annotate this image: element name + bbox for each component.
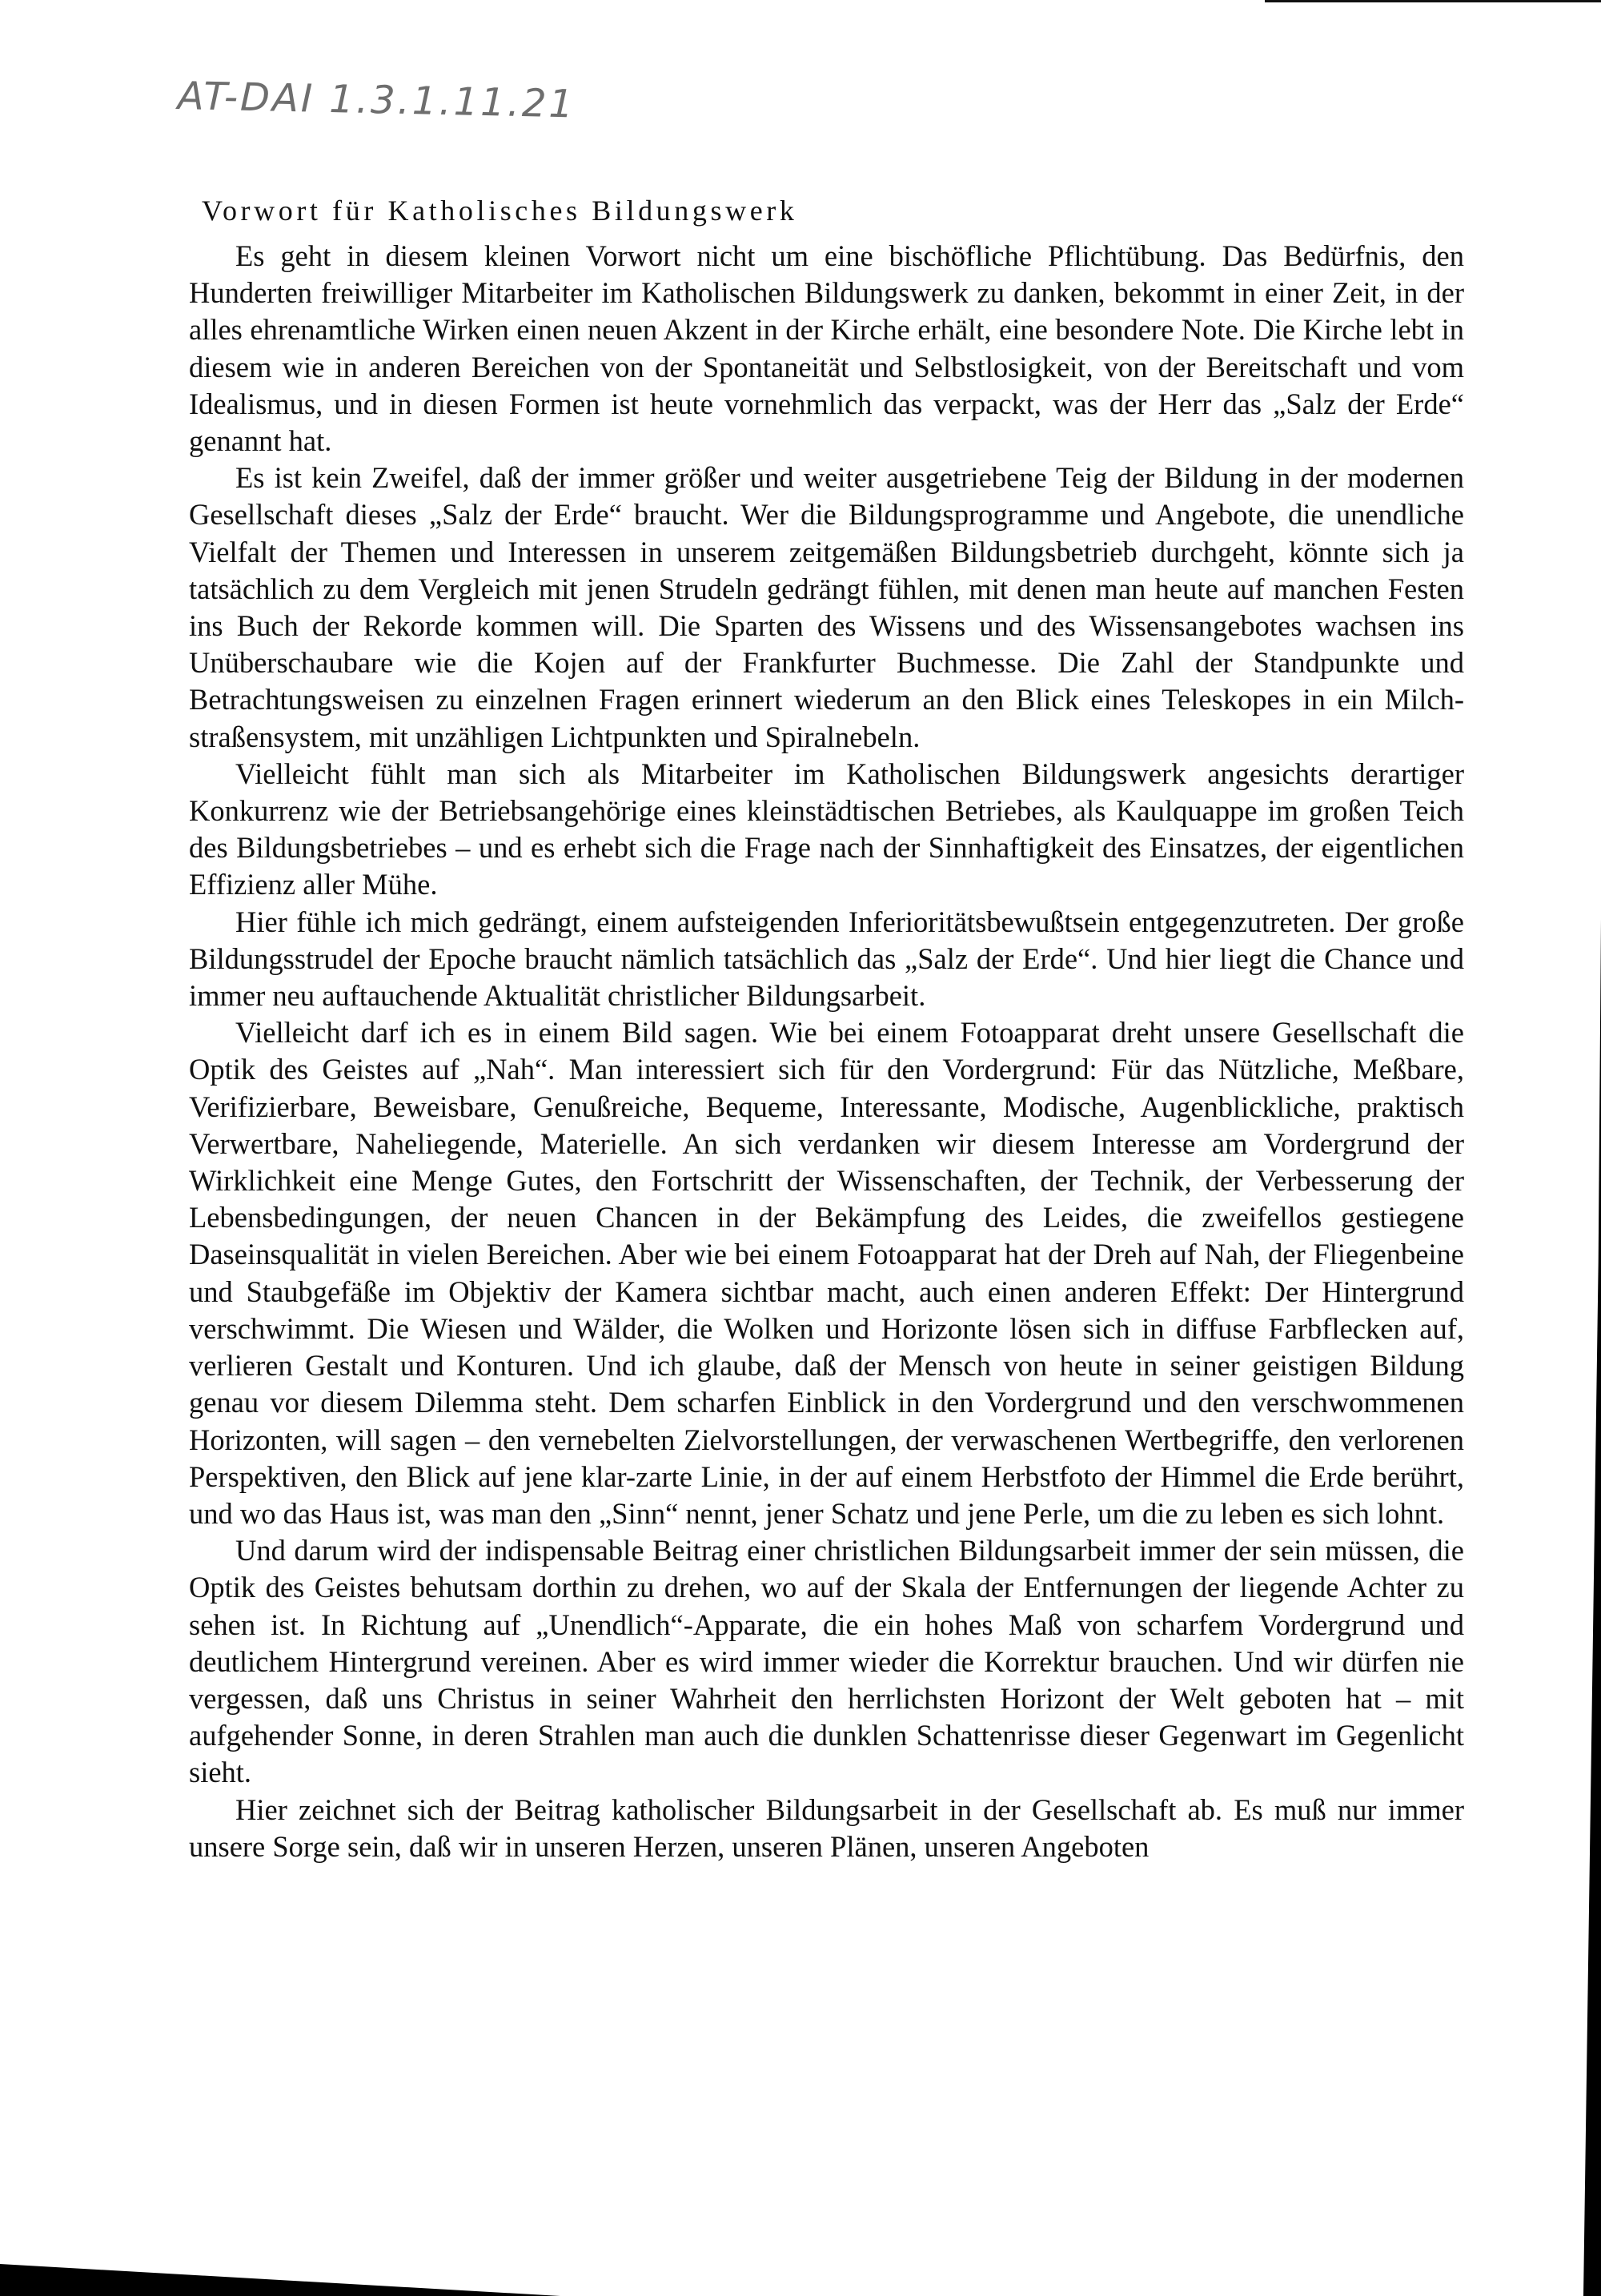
paragraph: Vielleicht fühlt man sich als Mitarbeiter im Katholischen Bildungswerk angesichts derartiger Konkurrenz wie der Betriebsangehörige eines kleinstädtischen Betriebes, als Kaulquappe im großen Teich des Bildungsbetriebes – und es erhebt sich die Frage nach der Sinnhaftigkeit des Einsatzes, der eigentlichen Effizienz aller Mühe. [189, 757, 1464, 901]
scan-edge-right [1583, 0, 1601, 2296]
document-title: Vorwort für Katholisches Bildungswerk [202, 195, 798, 227]
paragraph: Und darum wird der indispensable Beitrag einer christlichen Bildungsarbeit immer der sein müssen, die Optik des Geistes behutsam dorthin zu drehen, wo auf der Skala der Entfernungen der liegende Achter zu sehen ist. In Richtung auf „Unendlich“-Apparate, die ein hohes Maß von scharfem Vordergrund und deutlichem Hintergrund vereinen. Aber es wird immer wieder die Korrektur brauchen. Und wir dürfen nie vergessen, daß uns Christus in seiner Wahrheit den herrlichsten Horizont der Welt geboten hat – mit aufgehender Sonne, in deren Strahlen man auch die dunklen Schattenrisse dieser Gegenwart im Gegenlicht sieht. [189, 1534, 1464, 1789]
archive-reference-mark: AT-DAI 1.3.1.11.21 [177, 74, 576, 127]
document-body [189, 238, 1464, 1865]
paragraph: Es ist kein Zweifel, daß der immer größer und weiter ausgetriebene Teig der Bildung in der modernen Gesellschaft dieses „Salz der Erde“ braucht. Wer die Bildungsprogramme und Angebote, die unendliche Vielfalt der Themen und Interessen in unserem zeitgemäßen Bildungsbetrieb durchgeht, könnte sich ja tatsächlich zu dem Vergleich mit jenen Strudeln gedrängt fühlen, mit denen man heute auf manchen Festen ins Buch der Rekorde kommen will. Die Sparten des Wissens und des Wissensangebotes wachsen ins Unüberschaubare wie die Kojen auf der Frankfurter Buchmesse. Die Zahl der Standpunkte und Betrachtungsweisen zu einzelnen Fragen erinnert wiederum an den Blick eines Teleskopes in ein Milch-straßensystem, mit unzähligen Lichtpunkten und Spiralnebeln. [189, 461, 1464, 753]
paragraph: Vielleicht darf ich es in einem Bild sagen. Wie bei einem Fotoapparat dreht unsere Gesellschaft die Optik des Geistes auf „Nah“. Man interessiert sich für den Vordergrund: Für das Nützliche, Meßbare, Verifizierbare, Beweisbare, Genußreiche, Bequeme, Interessante, Modische, Augenblickliche, praktisch Verwertbare, Naheliegende, Materielle. An sich verdanken wir diesem Interesse am Vordergrund der Wirklichkeit eine Menge Gutes, den Fortschritt der Wissenschaften, der Technik, der Verbesserung der Lebensbedingungen, der neuen Chancen in der Bekämpfung des Leides, die zweifellos gestiegene Daseinsqualität in vielen Bereichen. Aber wie bei einem Fotoapparat hat der Dreh auf Nah, der Fliegenbeine und Staubgefäße im Objektiv der Kamera sichtbar macht, auch einen anderen Effekt: Der Hintergrund verschwimmt. Die Wiesen und Wälder, die Wolken und Horizonte lösen sich in diffuse Farbflecken auf, verlieren Gestalt und Konturen. Und ich glaube, daß der Mensch von heute in seiner geistigen Bildung genau vor diesem Dilemma steht. Dem scharfen Einblick in den Vordergrund und den verschwommenen Horizonten, will sagen – den vernebelten Zielvorstellungen, der verwaschenen Wertbegriffe, den verlorenen Perspektiven, den Blick auf jene klar-zarte Linie, in der auf einem Herbstfoto der Himmel die Erde berührt, und wo das Haus ist, was man den „Sinn“ nennt, jener Schatz und jene Perle, um die zu leben es sich lohnt. [189, 1016, 1464, 1530]
paragraph: Hier zeichnet sich der Beitrag katholischer Bildungsarbeit in der Gesellschaft ab. Es muß nur immer unsere Sorge sein, daß wir in unseren Herzen, unseren Plänen, unseren Angeboten [189, 1792, 1464, 1863]
scan-edge-top [1265, 0, 1601, 2]
scan-edge-bottom [0, 2264, 560, 2296]
paragraph: Hier fühle ich mich gedrängt, einem aufsteigenden Inferioritätsbewußtsein entgegenzutreten. Der große Bildungsstrudel der Epoche braucht nämlich tatsächlich das „Salz der Erde“. Und hier liegt die Chance und immer neu auftauchende Aktualität christlicher Bildungsarbeit. [189, 905, 1464, 1013]
paragraph: Es geht in diesem kleinen Vorwort nicht um eine bischöfliche Pflichtübung. Das Bedürfnis, den Hunderten freiwilliger Mitarbeiter im Katholischen Bildungswerk zu danken, bekommt in einer Zeit, in der alles ehrenamtliche Wirken einen neuen Akzent in der Kirche erhält, eine besondere Note. Die Kirche lebt in diesem wie in anderen Bereichen von der Spontaneität und Selbstlosigkeit, von der Bereitschaft und vom Idealismus, und in diesen Formen ist heute vornehmlich das verpackt, was der Herr das „Salz der Erde“ genannt hat. [189, 239, 1464, 458]
